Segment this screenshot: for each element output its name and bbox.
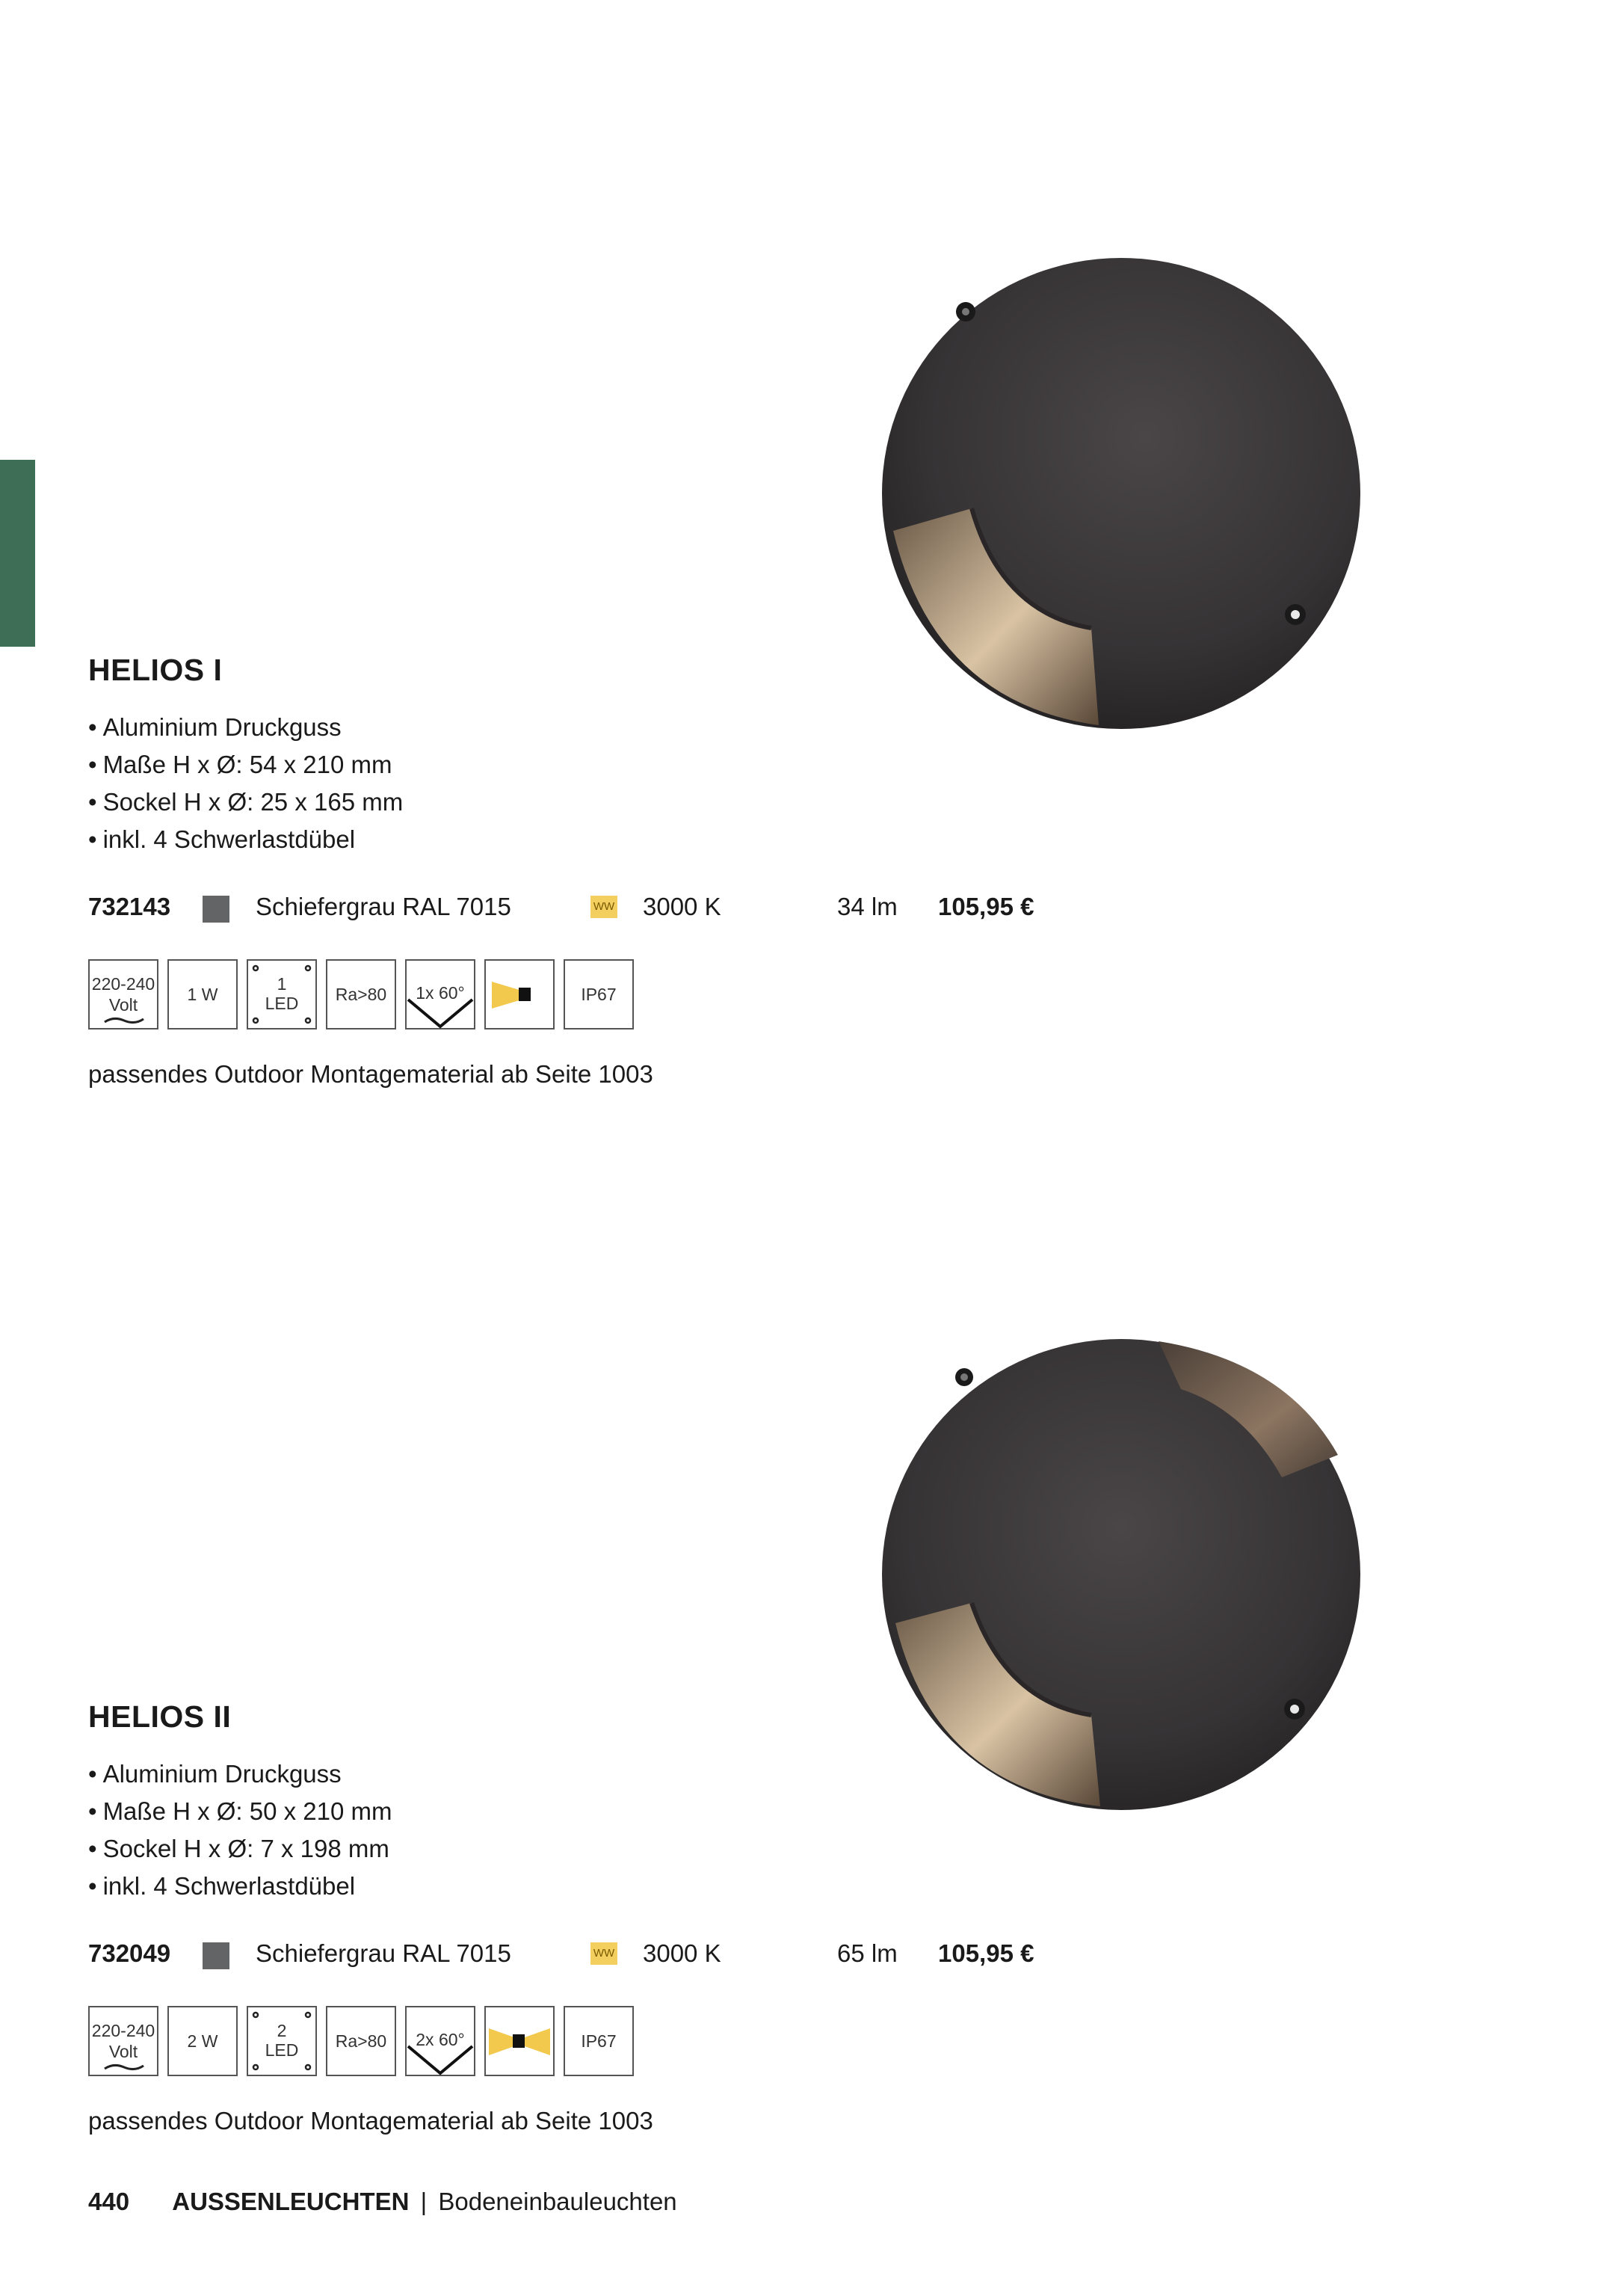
led-count-icon xyxy=(247,959,317,1029)
wattage-value: 1 W xyxy=(187,985,218,1004)
voltage-icon xyxy=(88,2006,158,2076)
led-count: 1 xyxy=(277,974,287,994)
product-image-helios-2 xyxy=(867,1320,1375,1829)
product-image-helios-1 xyxy=(867,239,1375,748)
chapter-tab xyxy=(0,460,35,647)
feature-list xyxy=(88,709,403,858)
footer-category: AUSSENLEUCHTEN xyxy=(172,2188,410,2215)
color-name: Schiefergrau RAL 7015 xyxy=(256,893,511,920)
footer-separator: | xyxy=(420,2188,428,2215)
ip-rating-icon xyxy=(564,959,634,1029)
footer-subcategory: Bodeneinbauleuchten xyxy=(438,2188,677,2215)
color-name: Schiefergrau RAL 7015 xyxy=(256,1939,511,1967)
feature-item: • Sockel H x Ø: 7 x 198 mm xyxy=(88,1830,392,1868)
ip-rating-icon xyxy=(564,2006,634,2076)
color-rendering-icon xyxy=(326,959,396,1029)
luminous-flux: 65 lm xyxy=(837,1939,898,1967)
color-swatch xyxy=(203,1942,229,1969)
feature-item: • Sockel H x Ø: 25 x 165 mm xyxy=(88,784,403,821)
feature-item: • Aluminium Druckguss xyxy=(88,1755,392,1793)
ip-value: IP67 xyxy=(581,2031,617,2051)
feature-item: • inkl. 4 Schwerlastdübel xyxy=(88,1868,392,1905)
beam-angle-icon xyxy=(405,2006,475,2076)
product-title: HELIOS II xyxy=(88,1699,232,1734)
product-title: HELIOS I xyxy=(88,653,223,687)
page-footer xyxy=(88,2188,677,2216)
article-number: 732143 xyxy=(88,893,171,920)
article-number: 732049 xyxy=(88,1939,171,1967)
feature-item: • Maße H x Ø: 50 x 210 mm xyxy=(88,1793,392,1830)
one-side-beam-icon xyxy=(484,959,555,1029)
price: 105,95 € xyxy=(938,893,1034,920)
wattage-value: 2 W xyxy=(187,2031,218,2051)
warm-white-icon: WW xyxy=(590,1942,617,1965)
wattage-icon xyxy=(167,2006,238,2076)
color-temperature: 3000 K xyxy=(643,893,721,920)
wattage-icon xyxy=(167,959,238,1029)
beam-angle-value: 2x 60° xyxy=(416,2030,465,2049)
variant-row xyxy=(0,888,1607,926)
feature-item: • Maße H x Ø: 54 x 210 mm xyxy=(88,746,403,784)
beam-angle-icon xyxy=(405,959,475,1029)
led-label: LED xyxy=(265,994,299,1013)
page-number: 440 xyxy=(88,2188,130,2215)
voltage-icon xyxy=(88,959,158,1029)
variant-row xyxy=(0,1935,1607,1972)
voltage-range: 220-240 xyxy=(91,2021,155,2040)
luminous-flux: 34 lm xyxy=(837,893,898,920)
ra-value: Ra>80 xyxy=(335,2031,387,2051)
voltage-unit: Volt xyxy=(108,995,138,1015)
ra-value: Ra>80 xyxy=(335,985,387,1004)
ip-value: IP67 xyxy=(581,985,617,1004)
feature-list xyxy=(88,1755,392,1905)
warm-white-icon: WW xyxy=(590,896,617,918)
two-side-beam-icon xyxy=(484,2006,555,2076)
feature-item: • Aluminium Druckguss xyxy=(88,709,403,746)
color-rendering-icon xyxy=(326,2006,396,2076)
led-count-icon xyxy=(247,2006,317,2076)
color-temperature: 3000 K xyxy=(643,1939,721,1967)
feature-item: • inkl. 4 Schwerlastdübel xyxy=(88,821,403,858)
led-label: LED xyxy=(265,2040,299,2060)
accessory-note: passendes Outdoor Montagematerial ab Seite 1003 xyxy=(88,1060,653,1088)
voltage-unit: Volt xyxy=(108,2042,138,2061)
accessory-note: passendes Outdoor Montagematerial ab Seite 1003 xyxy=(88,2107,653,2135)
beam-angle-value: 1x 60° xyxy=(416,983,465,1003)
color-swatch xyxy=(203,896,229,923)
led-count: 2 xyxy=(277,2021,287,2040)
price: 105,95 € xyxy=(938,1939,1034,1967)
voltage-range: 220-240 xyxy=(91,974,155,994)
